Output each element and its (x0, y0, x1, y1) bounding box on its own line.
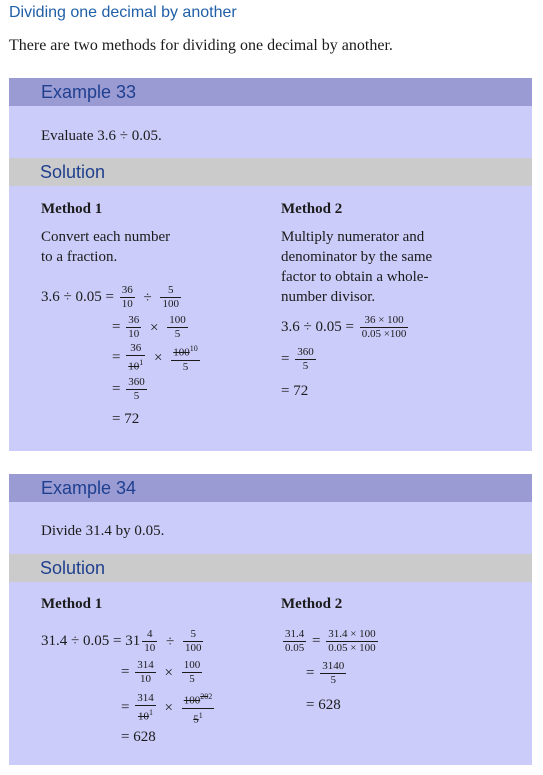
section-title: Dividing one decimal by another (9, 4, 237, 21)
ex33-method1-text1: Convert each number (41, 229, 171, 245)
ex34-m2-line2: = $\frac{3140}{5}$ (306, 660, 345, 687)
ex33-m1-line1: 3.6 ÷ 0.05 = $\frac{36}{10}$ ÷ $\frac{5}{100}$ (41, 284, 179, 311)
ex33-m1-line2: = $\frac{36}{10}$ × $\frac{100}{5}$ (112, 314, 186, 341)
ex34-m1-answer: = 628 (121, 729, 156, 745)
ex34-m2-answer: = 628 (306, 697, 341, 713)
example-34-title: Example 34 (9, 474, 532, 502)
example-33-question: Evaluate 3.6 ÷ 0.05. (41, 128, 162, 144)
ex34-m2-line1: $\frac{31.4}{0.05}$ = $\frac{31.4 \times 100}{0.05 \times 100}$ (285, 628, 376, 655)
ex33-m1-answer: = 72 (112, 411, 140, 427)
example-33-title: Example 33 (9, 78, 532, 106)
ex33-method2-text4: number divisor. (281, 289, 376, 305)
example-33-box (9, 78, 532, 451)
example-34-question: Divide 31.4 by 0.05. (41, 523, 165, 539)
ex34-m1-line1: 31.4 ÷ 0.05 = 31 $\frac{4}{10}$ ÷ $\frac{5}{100}$ (41, 628, 202, 655)
example-33-solution-header: Solution (9, 158, 532, 186)
ex33-method2-text2: denominator by the same (281, 249, 433, 265)
ex34-m1-line3: = $\frac{314}{10^1}$ × $\frac{100^{202}}{5^1}$ (121, 692, 213, 726)
example-34-box (9, 474, 532, 765)
ex33-method2-text1: Multiply numerator and (281, 229, 425, 245)
ex33-m2-answer: = 72 (281, 383, 309, 399)
ex33-method2-title: Method 2 (281, 201, 343, 217)
ex33-method1-title: Method 1 (41, 201, 103, 217)
ex34-m1-line2: = $\frac{314}{10}$ × $\frac{100}{5}$ (121, 659, 201, 686)
ex33-method2-text3: factor to obtain a whole- (281, 269, 429, 285)
example-34-solution-header: Solution (9, 554, 532, 582)
ex33-m1-line4: = $\frac{360}{5}$ (112, 376, 145, 403)
intro-text: There are two methods for dividing one decimal by another. (9, 37, 393, 54)
ex34-method2-title: Method 2 (281, 596, 343, 612)
ex34-method1-title: Method 1 (41, 596, 103, 612)
ex33-m2-line1: 3.6 ÷ 0.05 = $\frac{36 \times 100}{0.05 \times 100}$ (281, 314, 407, 341)
ex33-method1-text2: to a fraction. (41, 249, 118, 265)
ex33-m2-line2: = $\frac{360}{5}$ (281, 346, 314, 373)
ex33-m1-line3: = $\frac{36}{10^1}$ × $\frac{100^{10}}{5}$ (112, 342, 198, 373)
